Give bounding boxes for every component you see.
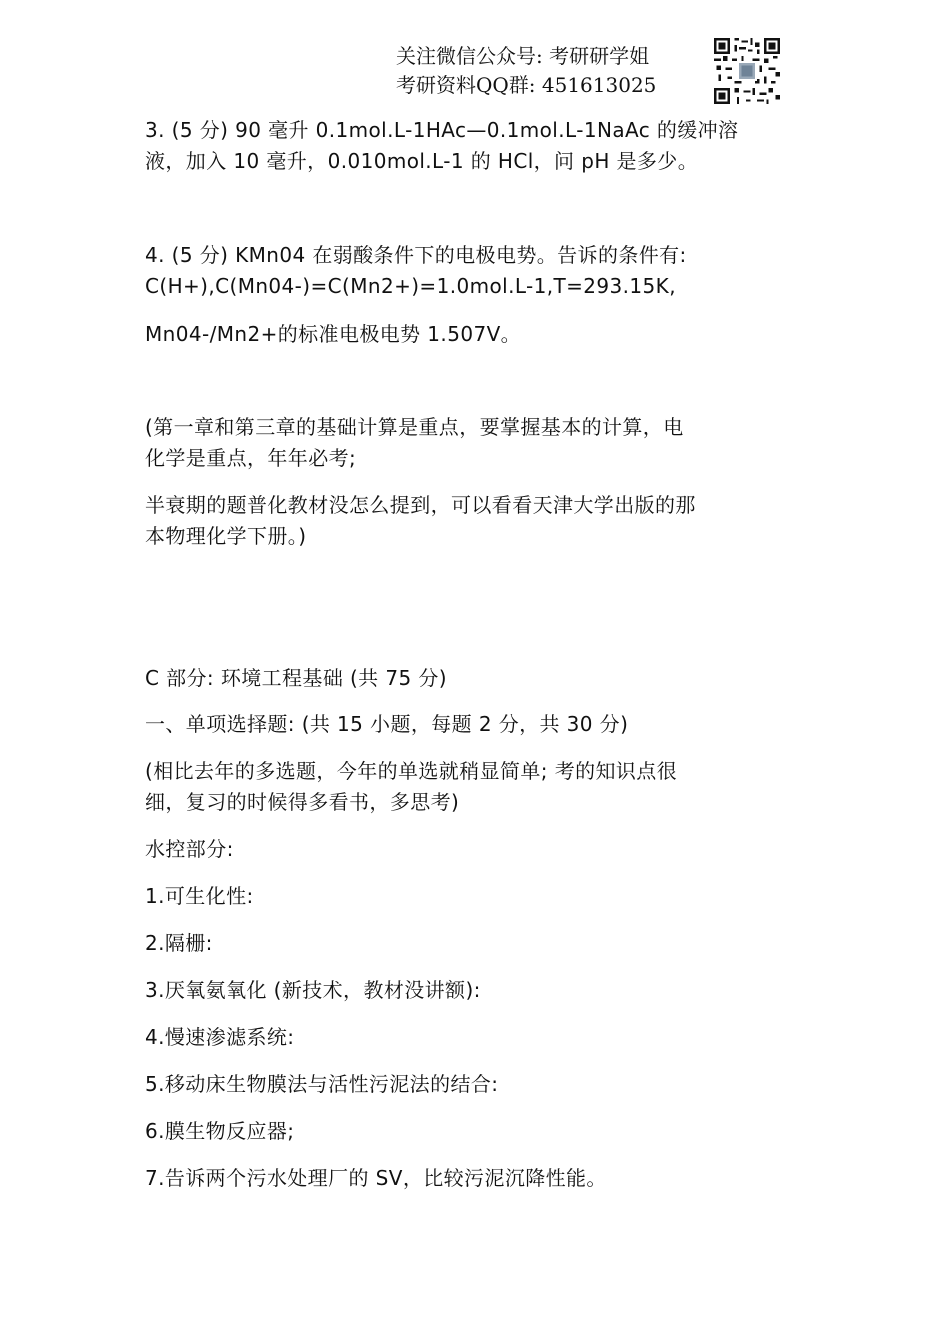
- section-1-title: 一、单项选择题: (共 15 小题，每题 2 分，共 30 分): [145, 712, 629, 736]
- list-item: 5.移动床生物膜法与活性污泥法的结合:: [145, 1072, 499, 1096]
- part-c-title: C 部分: 环境工程基础 (共 75 分): [145, 666, 447, 690]
- list-item: 4.慢速渗滤系统:: [145, 1025, 295, 1049]
- header-qq-group-line: 考研资料QQ群: 451613025: [396, 73, 657, 97]
- question-4-line-2: C(H+),C(Mn04-)=C(Mn2+)=1.0mol.L-1,T=293.15K,: [145, 274, 676, 298]
- qr-code-icon: [713, 38, 781, 104]
- note-3-line-2: 细，复习的时候得多看书，多思考): [145, 790, 460, 814]
- note-1-line-1: (第一章和第三章的基础计算是重点，要掌握基本的计算，电: [145, 415, 684, 439]
- list-item: 1.可生化性:: [145, 884, 254, 908]
- question-3-line-2: 液，加入 10 毫升，0.010mol.L-1 的 HCl，问 pH 是多少。: [145, 149, 699, 173]
- water-control-title: 水控部分:: [145, 837, 234, 861]
- note-3-line-1: (相比去年的多选题，今年的单选就稍显简单; 考的知识点很: [145, 759, 678, 783]
- note-2-line-1: 半衰期的题普化教材没怎么提到，可以看看天津大学出版的那: [145, 493, 696, 517]
- list-item: 2.隔栅:: [145, 931, 213, 955]
- list-item: 7.告诉两个污水处理厂的 SV，比较污泥沉降性能。: [145, 1166, 607, 1190]
- question-4-line-3: Mn04-/Mn2+的标准电极电势 1.507V。: [145, 322, 522, 346]
- note-2-line-2: 本物理化学下册。): [145, 524, 307, 548]
- list-item: 3.厌氧氨氧化 (新技术，教材没讲额):: [145, 978, 481, 1002]
- list-item: 6.膜生物反应器;: [145, 1119, 295, 1143]
- note-1-line-2: 化学是重点，年年必考;: [145, 446, 357, 470]
- header-wechat-line: 关注微信公众号: 考研研学姐: [396, 44, 650, 68]
- question-3-line-1: 3. (5 分) 90 毫升 0.1mol.L-1HAc—0.1mol.L-1NaAc 的缓冲溶: [145, 118, 739, 142]
- question-4-line-1: 4. (5 分) KMn04 在弱酸条件下的电极电势。告诉的条件有:: [145, 243, 687, 267]
